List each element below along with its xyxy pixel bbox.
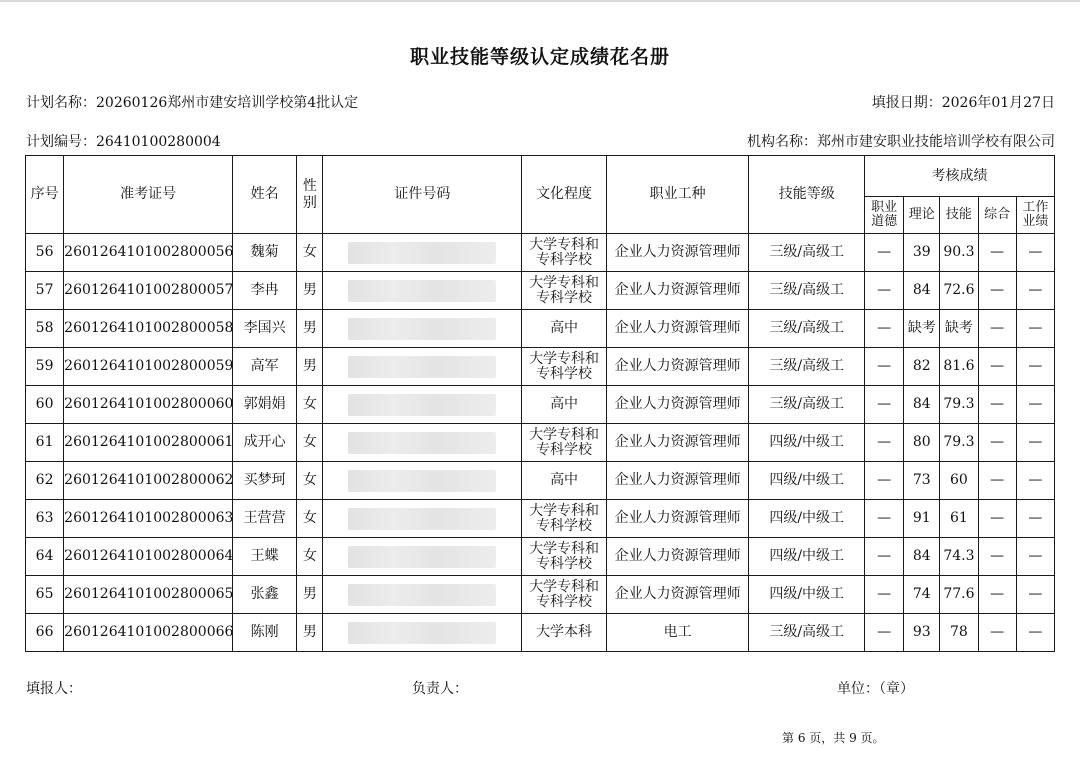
cell-exam-no: 2601264101002800062 bbox=[64, 462, 233, 500]
cell-ethics: — bbox=[864, 348, 903, 386]
cell-name: 陈刚 bbox=[232, 614, 296, 652]
cell-theory: 84 bbox=[904, 386, 940, 424]
cell-ethics: — bbox=[864, 310, 903, 348]
redacted-id-blur bbox=[348, 356, 496, 378]
education-line1: 大学专科和 bbox=[529, 426, 600, 443]
plan-code bbox=[26, 131, 221, 151]
footer-owner-label: 负责人： bbox=[412, 681, 468, 697]
cell-id-no bbox=[323, 614, 522, 652]
cell-seq: 64 bbox=[26, 538, 64, 576]
cell-level: 四级/中级工 bbox=[749, 576, 865, 614]
cell-ethics: — bbox=[864, 386, 903, 424]
cell-education bbox=[522, 538, 606, 576]
table-row bbox=[26, 310, 1055, 348]
header-performance-line1: 工作 bbox=[1022, 200, 1049, 216]
cell-gender: 男 bbox=[297, 272, 323, 310]
cell-id-no bbox=[323, 272, 522, 310]
cell-exam-no: 2601264101002800061 bbox=[64, 424, 233, 462]
cell-name: 高军 bbox=[232, 348, 296, 386]
cell-level: 四级/中级工 bbox=[749, 462, 865, 500]
cell-exam-no: 2601264101002800056 bbox=[64, 234, 233, 272]
page-indicator: 第 6 页，共 9 页。 bbox=[782, 731, 885, 745]
cell-comprehensive: — bbox=[978, 500, 1016, 538]
cell-education bbox=[522, 576, 606, 614]
cell-seq: 63 bbox=[26, 500, 64, 538]
cell-comprehensive: — bbox=[978, 272, 1016, 310]
header-exam-no: 准考证号 bbox=[64, 156, 233, 234]
table-row bbox=[26, 386, 1055, 424]
cell-gender: 女 bbox=[297, 234, 323, 272]
cell-name: 李冉 bbox=[232, 272, 296, 310]
cell-exam-no: 2601264101002800065 bbox=[64, 576, 233, 614]
cell-education bbox=[522, 234, 606, 272]
cell-performance: — bbox=[1016, 576, 1054, 614]
header-theory: 理论 bbox=[904, 197, 940, 234]
education-line2: 专科学校 bbox=[536, 251, 593, 268]
cell-education: 大学本科 bbox=[522, 614, 606, 652]
cell-skill: 79.3 bbox=[940, 386, 978, 424]
cell-occupation: 企业人力资源管理师 bbox=[606, 348, 749, 386]
cell-ethics: — bbox=[864, 234, 903, 272]
education-line2: 专科学校 bbox=[536, 555, 593, 572]
redacted-id-blur bbox=[348, 508, 496, 530]
document-title: 职业技能等级认定成绩花名册 bbox=[409, 46, 670, 68]
cell-theory: 82 bbox=[904, 348, 940, 386]
cell-level: 三级/高级工 bbox=[749, 234, 865, 272]
header-scores: 考核成绩 bbox=[864, 156, 1054, 197]
plan-code-label: 计划编号： bbox=[26, 134, 96, 150]
education-line1: 大学专科和 bbox=[529, 578, 600, 595]
fill-date bbox=[872, 92, 1055, 112]
cell-gender: 男 bbox=[297, 576, 323, 614]
header-ethics bbox=[864, 197, 903, 234]
cell-performance: — bbox=[1016, 310, 1054, 348]
footer-unit-label: 单位：（章） bbox=[837, 681, 914, 697]
fill-date-value: 2026年01月27日 bbox=[941, 95, 1055, 111]
cell-comprehensive: — bbox=[978, 576, 1016, 614]
cell-seq: 60 bbox=[26, 386, 64, 424]
cell-theory: 缺考 bbox=[904, 310, 940, 348]
cell-id-no bbox=[323, 538, 522, 576]
cell-gender: 女 bbox=[297, 500, 323, 538]
cell-id-no bbox=[323, 500, 522, 538]
cell-exam-no: 2601264101002800063 bbox=[64, 500, 233, 538]
cell-performance: — bbox=[1016, 234, 1054, 272]
cell-gender: 男 bbox=[297, 614, 323, 652]
cell-performance: — bbox=[1016, 424, 1054, 462]
redacted-id-blur bbox=[348, 470, 496, 492]
cell-ethics: — bbox=[864, 462, 903, 500]
table-row bbox=[26, 272, 1055, 310]
cell-performance: — bbox=[1016, 614, 1054, 652]
cell-seq: 58 bbox=[26, 310, 64, 348]
cell-id-no bbox=[323, 576, 522, 614]
cell-comprehensive: — bbox=[978, 310, 1016, 348]
redacted-id-blur bbox=[348, 622, 496, 644]
cell-occupation: 企业人力资源管理师 bbox=[606, 500, 749, 538]
cell-theory: 91 bbox=[904, 500, 940, 538]
cell-level: 三级/高级工 bbox=[749, 614, 865, 652]
header-occupation: 职业工种 bbox=[606, 156, 749, 234]
score-roster-table bbox=[25, 155, 1055, 652]
cell-occupation: 企业人力资源管理师 bbox=[606, 462, 749, 500]
cell-occupation: 企业人力资源管理师 bbox=[606, 310, 749, 348]
cell-comprehensive: — bbox=[978, 386, 1016, 424]
cell-name: 张鑫 bbox=[232, 576, 296, 614]
table-row bbox=[26, 576, 1055, 614]
table-row bbox=[26, 234, 1055, 272]
education-line1: 大学专科和 bbox=[529, 236, 600, 253]
cell-exam-no: 2601264101002800059 bbox=[64, 348, 233, 386]
redacted-id-blur bbox=[348, 432, 496, 454]
redacted-id-blur bbox=[348, 546, 496, 568]
education-line1: 大学专科和 bbox=[529, 540, 600, 557]
cell-performance: — bbox=[1016, 500, 1054, 538]
cell-education bbox=[522, 500, 606, 538]
cell-gender: 女 bbox=[297, 462, 323, 500]
cell-id-no bbox=[323, 386, 522, 424]
cell-level: 四级/中级工 bbox=[749, 500, 865, 538]
cell-seq: 59 bbox=[26, 348, 64, 386]
cell-education bbox=[522, 348, 606, 386]
header-id-no: 证件号码 bbox=[323, 156, 522, 234]
cell-education: 高中 bbox=[522, 462, 606, 500]
header-gender-line1: 性 bbox=[302, 178, 317, 195]
cell-name: 王蝶 bbox=[232, 538, 296, 576]
cell-skill: 81.6 bbox=[940, 348, 978, 386]
redacted-id-blur bbox=[348, 318, 496, 340]
cell-skill: 78 bbox=[940, 614, 978, 652]
cell-seq: 61 bbox=[26, 424, 64, 462]
cell-occupation: 企业人力资源管理师 bbox=[606, 272, 749, 310]
cell-occupation: 企业人力资源管理师 bbox=[606, 386, 749, 424]
cell-skill: 74.3 bbox=[940, 538, 978, 576]
cell-theory: 84 bbox=[904, 272, 940, 310]
cell-skill: 60 bbox=[940, 462, 978, 500]
cell-comprehensive: — bbox=[978, 234, 1016, 272]
cell-gender: 男 bbox=[297, 310, 323, 348]
cell-exam-no: 2601264101002800058 bbox=[64, 310, 233, 348]
cell-education bbox=[522, 424, 606, 462]
cell-occupation: 电工 bbox=[606, 614, 749, 652]
cell-theory: 74 bbox=[904, 576, 940, 614]
cell-seq: 56 bbox=[26, 234, 64, 272]
cell-skill: 79.3 bbox=[940, 424, 978, 462]
cell-comprehensive: — bbox=[978, 538, 1016, 576]
cell-gender: 男 bbox=[297, 348, 323, 386]
cell-id-no bbox=[323, 462, 522, 500]
cell-ethics: — bbox=[864, 538, 903, 576]
cell-seq: 66 bbox=[26, 614, 64, 652]
header-ethics-line2: 道德 bbox=[871, 214, 898, 229]
cell-id-no bbox=[323, 424, 522, 462]
org-name bbox=[747, 131, 1055, 151]
header-performance bbox=[1016, 197, 1054, 234]
cell-name: 郭娟娟 bbox=[232, 386, 296, 424]
table-row bbox=[26, 614, 1055, 652]
cell-exam-no: 2601264101002800060 bbox=[64, 386, 233, 424]
cell-name: 成开心 bbox=[232, 424, 296, 462]
redacted-id-blur bbox=[348, 584, 496, 606]
cell-occupation: 企业人力资源管理师 bbox=[606, 424, 749, 462]
page-top-rule bbox=[0, 0, 1080, 2]
plan-code-value: 26410100280004 bbox=[96, 134, 221, 150]
cell-ethics: — bbox=[864, 576, 903, 614]
cell-skill: 缺考 bbox=[940, 310, 978, 348]
plan-name-value: 20260126郑州市建安培训学校第4批认定 bbox=[96, 95, 359, 111]
education-line2: 专科学校 bbox=[536, 441, 593, 458]
cell-level: 三级/高级工 bbox=[749, 272, 865, 310]
cell-performance: — bbox=[1016, 386, 1054, 424]
table-row bbox=[26, 348, 1055, 386]
cell-level: 三级/高级工 bbox=[749, 386, 865, 424]
cell-gender: 女 bbox=[297, 538, 323, 576]
cell-skill: 61 bbox=[940, 500, 978, 538]
redacted-id-blur bbox=[348, 242, 496, 264]
cell-theory: 39 bbox=[904, 234, 940, 272]
table-row bbox=[26, 538, 1055, 576]
header-performance-line2: 业绩 bbox=[1022, 214, 1049, 229]
cell-id-no bbox=[323, 234, 522, 272]
table-row bbox=[26, 424, 1055, 462]
cell-occupation: 企业人力资源管理师 bbox=[606, 538, 749, 576]
cell-level: 四级/中级工 bbox=[749, 538, 865, 576]
cell-id-no bbox=[323, 348, 522, 386]
header-education: 文化程度 bbox=[522, 156, 606, 234]
cell-education: 高中 bbox=[522, 310, 606, 348]
cell-theory: 80 bbox=[904, 424, 940, 462]
cell-comprehensive: — bbox=[978, 462, 1016, 500]
cell-name: 魏菊 bbox=[232, 234, 296, 272]
cell-gender: 女 bbox=[297, 386, 323, 424]
redacted-id-blur bbox=[348, 280, 496, 302]
cell-education: 高中 bbox=[522, 386, 606, 424]
education-line2: 专科学校 bbox=[536, 593, 593, 610]
cell-name: 李国兴 bbox=[232, 310, 296, 348]
redacted-id-blur bbox=[348, 394, 496, 416]
education-line1: 大学专科和 bbox=[529, 350, 600, 367]
education-line2: 专科学校 bbox=[536, 517, 593, 534]
cell-theory: 84 bbox=[904, 538, 940, 576]
education-line1: 大学专科和 bbox=[529, 274, 600, 291]
cell-education bbox=[522, 272, 606, 310]
org-name-value: 郑州市建安职业技能培训学校有限公司 bbox=[817, 134, 1055, 150]
header-level: 技能等级 bbox=[749, 156, 865, 234]
cell-performance: — bbox=[1016, 538, 1054, 576]
header-gender bbox=[297, 156, 323, 234]
cell-comprehensive: — bbox=[978, 424, 1016, 462]
cell-seq: 57 bbox=[26, 272, 64, 310]
cell-gender: 女 bbox=[297, 424, 323, 462]
table-row bbox=[26, 462, 1055, 500]
header-ethics-line1: 职业 bbox=[871, 200, 898, 216]
cell-exam-no: 2601264101002800057 bbox=[64, 272, 233, 310]
cell-level: 三级/高级工 bbox=[749, 310, 865, 348]
cell-occupation: 企业人力资源管理师 bbox=[606, 234, 749, 272]
cell-performance: — bbox=[1016, 462, 1054, 500]
cell-level: 三级/高级工 bbox=[749, 348, 865, 386]
cell-exam-no: 2601264101002800064 bbox=[64, 538, 233, 576]
cell-ethics: — bbox=[864, 272, 903, 310]
footer-filler-label: 填报人： bbox=[26, 681, 82, 697]
header-skill: 技能 bbox=[940, 197, 978, 234]
cell-level: 四级/中级工 bbox=[749, 424, 865, 462]
table-header-row bbox=[26, 156, 1055, 197]
cell-occupation: 企业人力资源管理师 bbox=[606, 576, 749, 614]
cell-ethics: — bbox=[864, 500, 903, 538]
education-line1: 大学专科和 bbox=[529, 502, 600, 519]
cell-performance: — bbox=[1016, 348, 1054, 386]
cell-skill: 90.3 bbox=[940, 234, 978, 272]
cell-theory: 73 bbox=[904, 462, 940, 500]
education-line2: 专科学校 bbox=[536, 289, 593, 306]
header-gender-line2: 别 bbox=[302, 194, 317, 211]
cell-id-no bbox=[323, 310, 522, 348]
cell-seq: 65 bbox=[26, 576, 64, 614]
cell-skill: 72.6 bbox=[940, 272, 978, 310]
header-comprehensive: 综合 bbox=[978, 197, 1016, 234]
table-row bbox=[26, 500, 1055, 538]
cell-skill: 77.6 bbox=[940, 576, 978, 614]
org-name-label: 机构名称： bbox=[747, 134, 817, 150]
cell-performance: — bbox=[1016, 272, 1054, 310]
education-line2: 专科学校 bbox=[536, 365, 593, 382]
cell-name: 买梦珂 bbox=[232, 462, 296, 500]
cell-ethics: — bbox=[864, 424, 903, 462]
cell-theory: 93 bbox=[904, 614, 940, 652]
cell-name: 王营营 bbox=[232, 500, 296, 538]
cell-ethics: — bbox=[864, 614, 903, 652]
cell-exam-no: 2601264101002800066 bbox=[64, 614, 233, 652]
cell-seq: 62 bbox=[26, 462, 64, 500]
header-name: 姓名 bbox=[232, 156, 296, 234]
cell-comprehensive: — bbox=[978, 614, 1016, 652]
plan-name-label: 计划名称： bbox=[26, 95, 96, 111]
cell-comprehensive: — bbox=[978, 348, 1016, 386]
fill-date-label: 填报日期： bbox=[871, 95, 942, 111]
header-seq: 序号 bbox=[26, 156, 64, 234]
plan-name bbox=[26, 92, 358, 112]
